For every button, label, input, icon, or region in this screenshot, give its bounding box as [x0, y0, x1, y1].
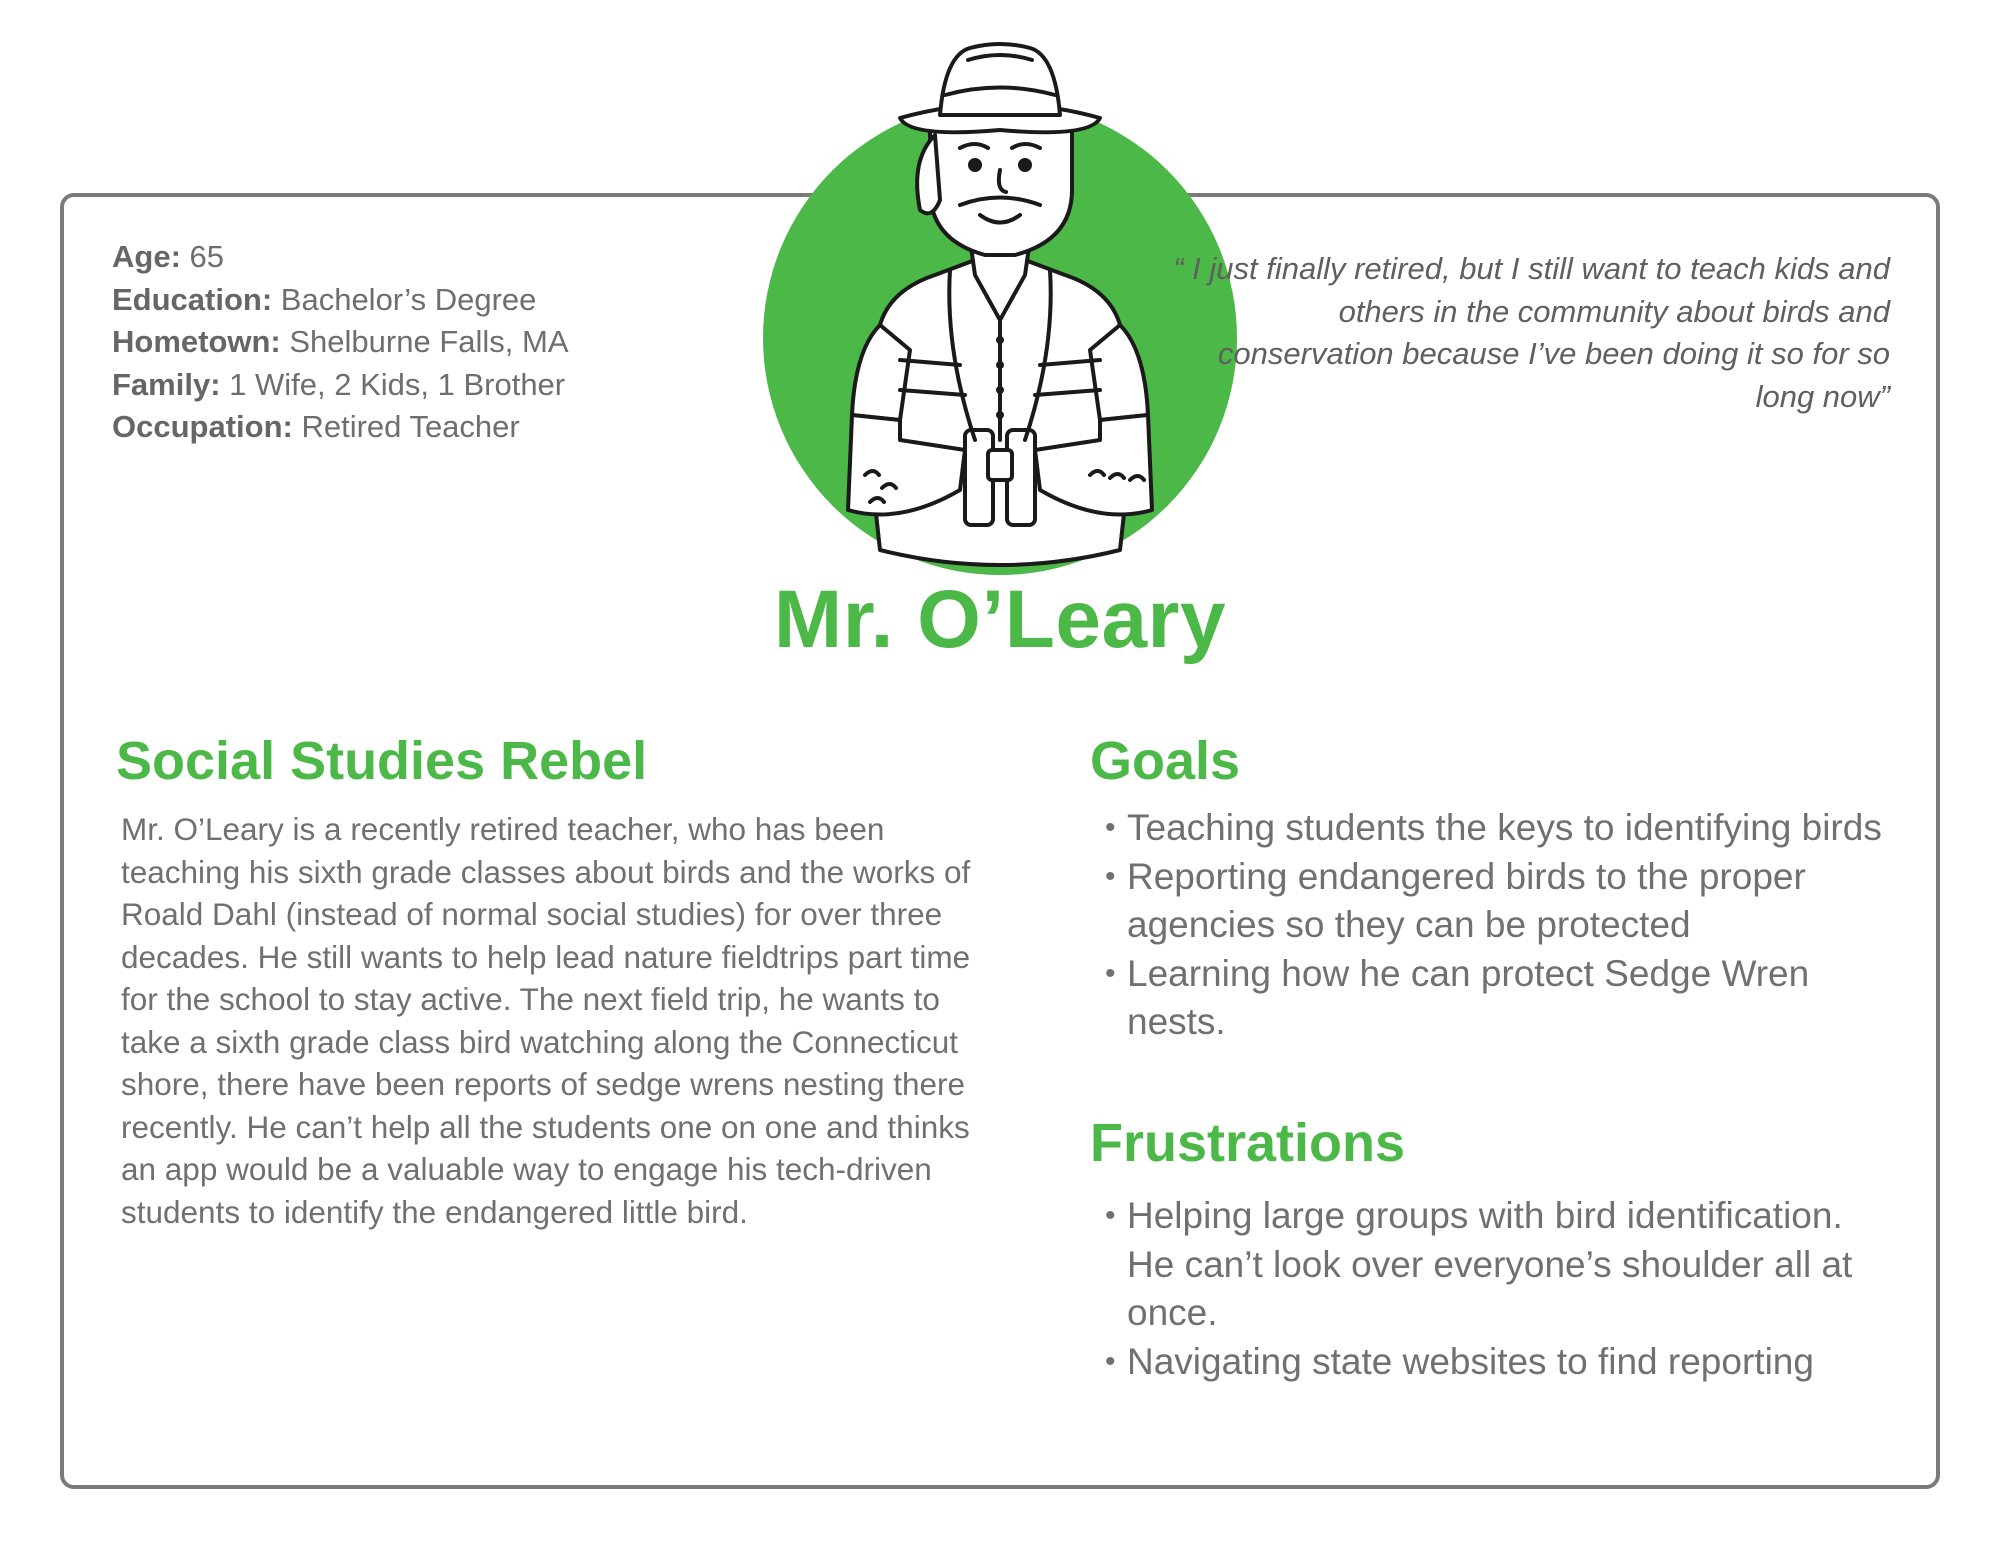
bullet-icon: • [1105, 811, 1116, 844]
list-item-text: Navigating state websites to find reporting [1127, 1340, 1814, 1382]
list-item [1105, 804, 1885, 853]
persona-name: Mr. O’Leary [773, 574, 1227, 665]
fact-value: Retired Teacher [292, 409, 520, 444]
bullet-icon: • [1105, 1199, 1116, 1232]
fact-age [112, 236, 569, 279]
fact-education [112, 279, 569, 322]
persona-facts [112, 236, 569, 449]
list-item [1105, 853, 1885, 950]
fact-label: Age: [112, 239, 181, 274]
fact-family [112, 364, 569, 407]
fact-label: Education: [112, 281, 273, 317]
persona-quote: “ I just finally retired, but I still want to teach kids and others in the community about birds and conservation because I’ve been doing it so for so long now” [1173, 251, 1890, 414]
bio-text: Mr. O’Leary is a recently retired teacher, who has been teaching his sixth grade classes about birds and the works of Roald Dahl (instead of normal social studies) for over three decades. He still wants to help lead nature fieldtrips part time for the school to stay active. The next field trip, he wants to take a sixth grade class bird watching along the Connecticut shore, there have been reports of sedge wrens nesting there recently. He can’t help all the students one on one and thinks an app would be a valuable way to engage his tech-driven students to identify the endangered little bird. [121, 811, 971, 1230]
list-item [1105, 1338, 1885, 1387]
fact-occupation [112, 406, 569, 449]
fact-value: Shelburne Falls, MA [280, 324, 569, 359]
list-item-text: Teaching students the keys to identifying birds [1127, 807, 1882, 848]
frustrations-list [1105, 1192, 1885, 1386]
bullet-icon: • [1105, 1344, 1116, 1378]
goals-list [1105, 804, 1885, 1047]
goals-heading: Goals [1090, 731, 1241, 791]
list-item-text: Learning how he can protect Sedge Wren nests. [1127, 952, 1810, 1042]
list-item [1105, 1192, 1885, 1338]
birdwatcher-illustration-icon [760, 20, 1240, 580]
bullet-icon: • [1105, 956, 1116, 990]
fact-value: 65 [180, 239, 224, 274]
bullet-icon: • [1105, 859, 1116, 893]
bio-heading: Social Studies Rebel [116, 731, 648, 791]
fact-label: Family: [112, 366, 221, 402]
fact-hometown [112, 321, 569, 364]
fact-value: Bachelor’s Degree [272, 281, 537, 317]
list-item-text: Helping large groups with bird identification. He can’t look over everyone’s shoulder all at once. [1127, 1195, 1853, 1333]
frustrations-heading: Frustrations [1090, 1113, 1406, 1173]
list-item-text: Reporting endangered birds to the proper agencies so they can be protected [1127, 855, 1806, 945]
list-item [1105, 950, 1885, 1047]
fact-label: Occupation: [112, 409, 293, 444]
fact-label: Hometown: [112, 324, 281, 359]
fact-value: 1 Wife, 2 Kids, 1 Brother [220, 366, 566, 402]
